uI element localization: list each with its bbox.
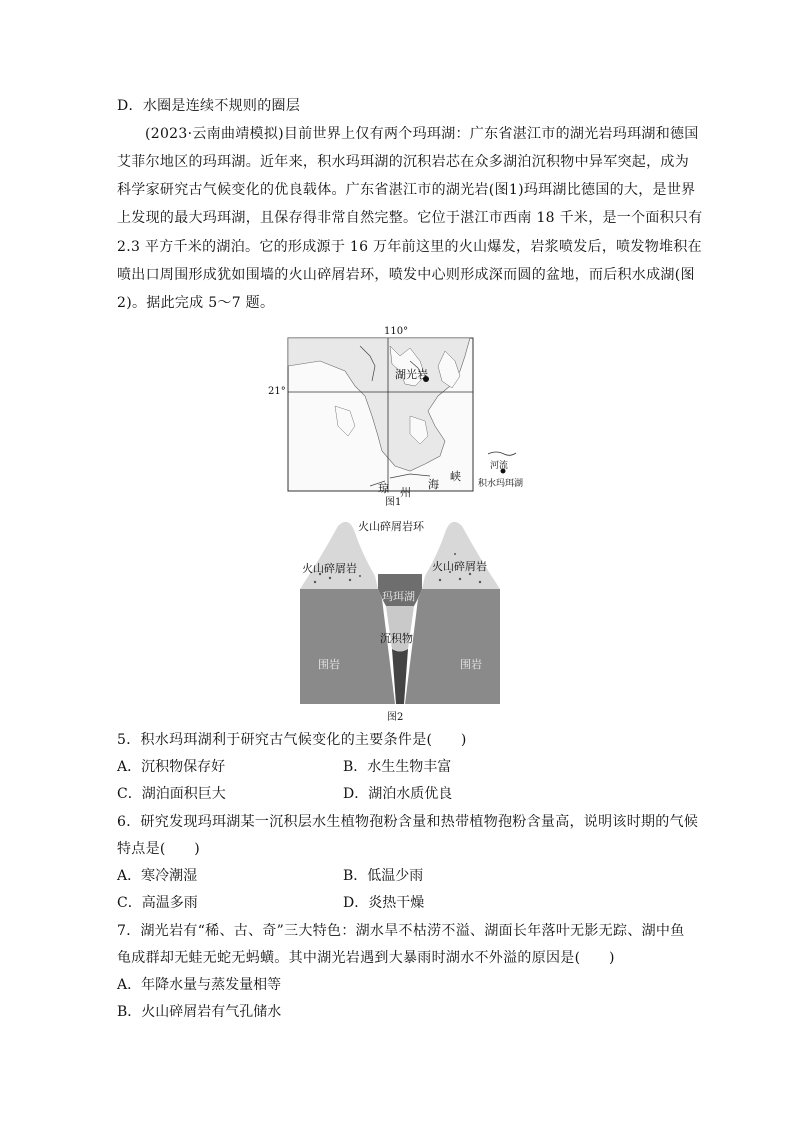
q6-option-d[interactable]: D．炎热干燥	[343, 895, 425, 911]
passage-line-6: 喷出口周围形成犹如围墙的火山碎屑岩环，喷发中心则形成深而圆的盆地，而后积水成湖(图	[117, 267, 695, 283]
q6-option-c[interactable]: C．高温多雨	[117, 895, 198, 911]
ring-label: 火山碎屑岩环	[358, 520, 424, 533]
passage-line-4: 上发现的最大玛珥湖，且保存得非常自然完整。它位于湛江市西南 18 千米，是一个面积只有	[117, 210, 703, 226]
sea-char-1: 琼	[378, 482, 389, 495]
figure-2-caption: 图2	[387, 712, 404, 723]
question-6-stem-1: 6．研究发现玛珥湖某一沉积层水生植物孢粉含量和热带植物孢粉含量高，说明该时期的气候	[117, 814, 699, 830]
question-6-stem-2: 特点是( )	[117, 841, 201, 857]
longitude-label: 110°	[384, 326, 409, 337]
left-clastic-label: 火山碎屑岩	[302, 562, 357, 575]
q5-option-c[interactable]: C．湖泊面积巨大	[117, 786, 226, 802]
legend-lake-label: 积水玛珥湖	[478, 479, 524, 489]
place-label-huguangyan: 湖光岩	[395, 368, 428, 381]
passage-line-5: 2.3 平方千米的湖泊。它的形成源于 16 万年前这里的火山爆发，岩浆喷发后，喷发物堆积在	[117, 239, 702, 255]
q7-option-a[interactable]: A．年降水量与蒸发量相等	[117, 977, 282, 993]
figure-2-crosssection	[300, 514, 500, 724]
sea-char-2: 州	[400, 486, 411, 499]
sea-char-4: 峡	[450, 470, 461, 483]
question-7-stem-2: 龟成群却无蛙无蛇无蚂蟥。其中湖光岩遇到大暴雨时湖水不外溢的原因是( )	[117, 950, 615, 966]
passage-line-3: 科学家研究古气候变化的优良载体。广东省湛江市的湖光岩(图1)玛珥湖比德国的大，是世界	[117, 182, 696, 198]
q6-option-a[interactable]: A．寒冷潮湿	[117, 868, 198, 884]
q5-option-d[interactable]: D．湖泊水质优良	[343, 786, 453, 802]
right-country-rock-label: 围岩	[460, 658, 482, 671]
q6-option-b[interactable]: B．低温少雨	[343, 868, 424, 884]
passage-line-2: 艾菲尔地区的玛珥湖。近年来，积水玛珥湖的沉积岩芯在众多湖泊沉积物中异军突起，成为	[117, 154, 689, 170]
sea-char-3: 海	[428, 478, 439, 491]
q5-option-a[interactable]: A．沉积物保存好	[117, 759, 226, 775]
passage-line-7: 2)。据此完成 5～7 题。	[117, 295, 275, 311]
cross-section-graphic	[300, 514, 500, 704]
sediment-label: 沉积物	[380, 632, 413, 645]
legend-river-label: 河流	[490, 461, 509, 471]
lake-label: 玛珥湖	[382, 590, 415, 603]
option-d-prev: D．水圈是连续不规则的圈层	[117, 98, 301, 114]
right-clastic-label: 火山碎屑岩	[432, 560, 487, 573]
q5-option-b[interactable]: B．水生生物丰富	[343, 759, 452, 775]
figure-1-caption: 图1	[385, 497, 402, 508]
passage-line-1: (2023·云南曲靖模拟)目前世界上仅有两个玛珥湖：广东省湛江市的湖光岩玛珥湖和德国	[145, 126, 699, 142]
figure-1-map	[260, 326, 540, 506]
left-country-rock-label: 围岩	[318, 658, 340, 671]
question-5-stem: 5．积水玛珥湖利于研究古气候变化的主要条件是( )	[117, 732, 467, 748]
q7-option-b[interactable]: B．火山碎屑岩有气孔储水	[117, 1004, 282, 1020]
question-7-stem-1: 7．湖光岩有“稀、古、奇”三大特色：湖水旱不枯涝不溢、湖面长年落叶无影无踪、湖中鱼	[117, 923, 685, 939]
latitude-label: 21°	[268, 386, 286, 397]
